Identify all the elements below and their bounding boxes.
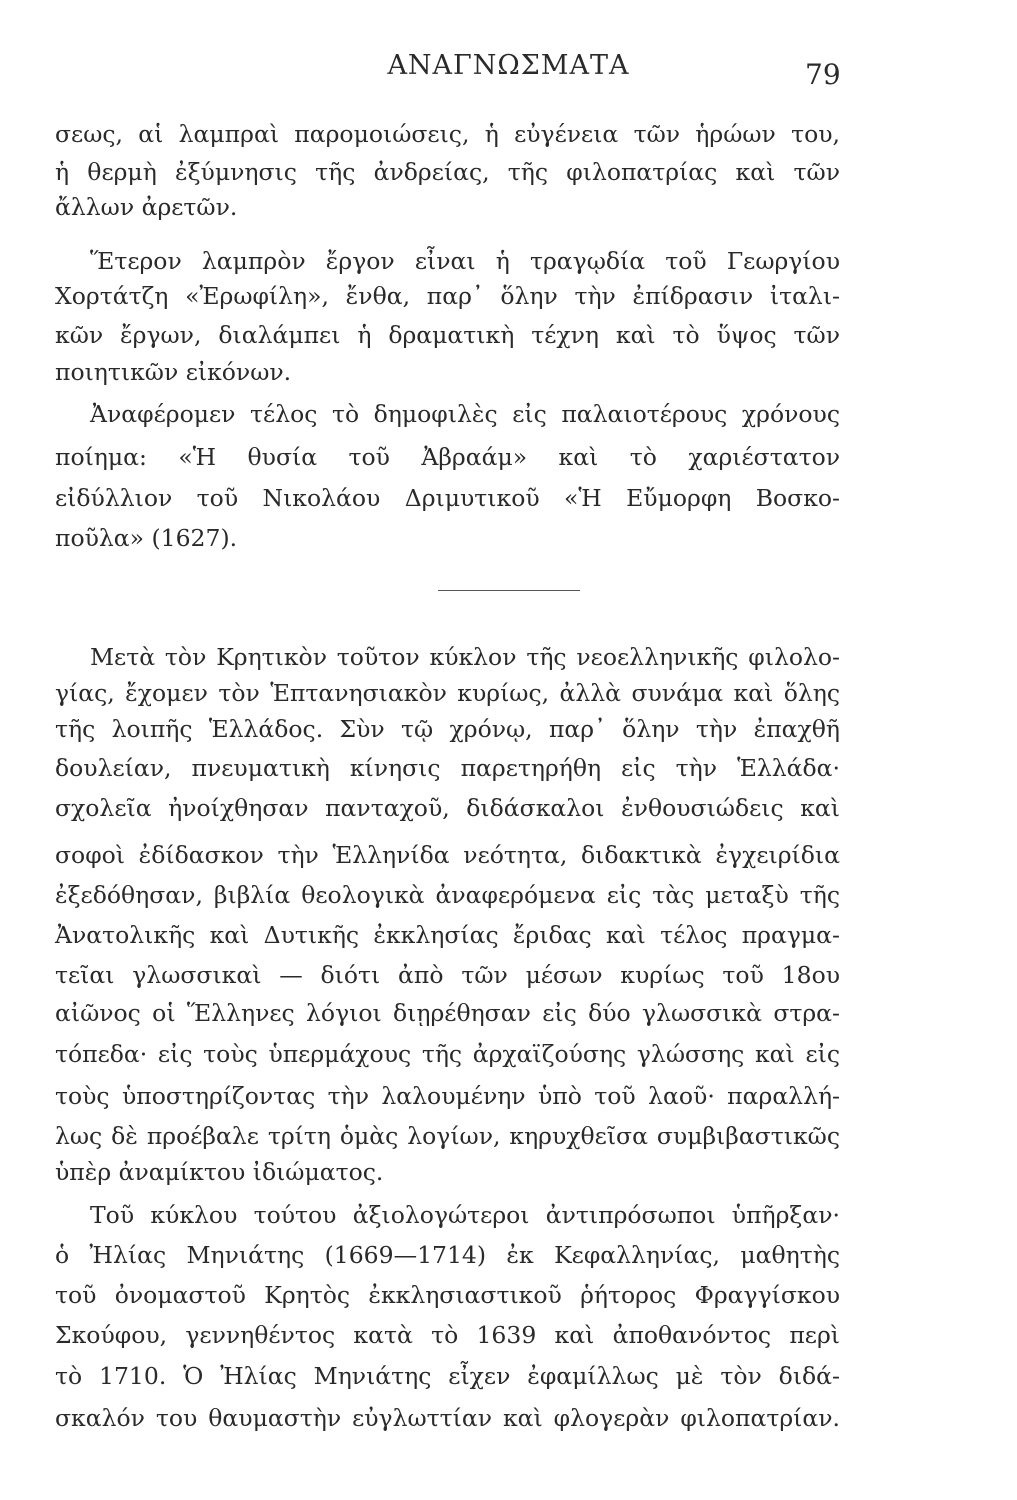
text-line: Τοῦ κύκλου τούτου ἀξιολογώτεροι ἀντιπρόσωποι ὑπῆρξαν· (90, 1201, 840, 1229)
text-line: τῆς λοιπῆς Ἑλλάδος. Σὺν τῷ χρόνῳ, παρ᾽ ὅλην τὴν ἐπαχθῆ (55, 715, 840, 743)
text-line: ὑπὲρ ἀναμίκτου ἰδιώματος. (55, 1158, 384, 1186)
text-line: δουλείαν, πνευματικὴ κίνησις παρετηρήθη εἰς τὴν Ἑλλάδα· (55, 754, 840, 782)
text-line: εἰδύλλιον τοῦ Νικολάου Δριμυτικοῦ «Ἡ Εὔμορφη Βοσκο- (55, 484, 840, 512)
text-line: αἰῶνος οἱ Ἕλληνες λόγιοι διῃρέθησαν εἰς δύο γλωσσικὰ στρα- (55, 999, 840, 1027)
text-line: γίας, ἔχομεν τὸν Ἑπτανησιακὸν κυρίως, ἀλλὰ συνάμα καὶ ὅλης (55, 679, 840, 707)
text-line: ἡ θερμὴ ἐξύμνησις τῆς ἀνδρείας, τῆς φιλοπατρίας καὶ τῶν (55, 158, 840, 186)
text-line: τόπεδα· εἰς τοὺς ὑπερμάχους τῆς ἀρχαϊζούσης γλώσσης καὶ εἰς (55, 1040, 840, 1068)
text-line: Σκούφου, γεννηθέντος κατὰ τὸ 1639 καὶ ἀποθανόντος περὶ (55, 1321, 840, 1349)
text-line: ὁ Ἠλίας Μηνιάτης (1669—1714) ἐκ Κεφαλληνίας, μαθητὴς (55, 1241, 840, 1269)
text-line: ἐξεδόθησαν, βιβλία θεολογικὰ ἀναφερόμενα εἰς τὰς μεταξὺ τῆς (55, 881, 840, 909)
section-divider (438, 590, 580, 591)
running-title: ΑΝΑΓΝΩΣΜΑΤΑ (387, 50, 630, 81)
text-line: τοῦ ὀνομαστοῦ Κρητὸς ἐκκλησιαστικοῦ ῥήτορος Φραγγίσκου (55, 1281, 840, 1309)
text-line: τοὺς ὑποστηρίζοντας τὴν λαλουμένην ὑπὸ τοῦ λαοῦ· παραλλή- (55, 1082, 840, 1110)
text-line: σκαλόν του θαυμαστὴν εὐγλωττίαν καὶ φλογερὰν φιλοπατρίαν. (55, 1404, 840, 1432)
text-line: Ἀναφέρομεν τέλος τὸ δημοφιλὲς εἰς παλαιοτέρους χρόνους (90, 400, 840, 428)
text-line: Ἀνατολικῆς καὶ Δυτικῆς ἐκκλησίας ἔριδας καὶ τέλος πραγμα- (55, 921, 840, 949)
text-line: λως δὲ προέβαλε τρίτη ὁμὰς λογίων, κηρυχθεῖσα συμβιβαστικῶς (55, 1122, 840, 1150)
text-line: τὸ 1710. Ὁ Ἠλίας Μηνιάτης εἶχεν ἐφαμίλλως μὲ τὸν διδά- (55, 1362, 840, 1390)
page-header (0, 44, 1017, 91)
text-line: ἄλλων ἀρετῶν. (55, 193, 238, 221)
page-number: 79 (805, 58, 841, 91)
text-line: κῶν ἔργων, διαλάμπει ἡ δραματικὴ τέχνη καὶ τὸ ὕψος τῶν (55, 321, 840, 349)
text-line: σοφοὶ ἐδίδασκον τὴν Ἑλληνίδα νεότητα, διδακτικὰ ἐγχειρίδια (55, 841, 840, 869)
text-line: ποῦλα» (1627). (55, 524, 238, 552)
text-line: ποίημα: «Ἡ θυσία τοῦ Ἀβραάμ» καὶ τὸ χαριέστατον (55, 443, 840, 471)
text-line: Μετὰ τὸν Κρητικὸν τοῦτον κύκλον τῆς νεοελληνικῆς φιλολο- (90, 643, 840, 671)
text-line: Χορτάτζη «Ἐρωφίλη», ἔνθα, παρ᾽ ὅλην τὴν ἐπίδρασιν ἰταλι- (55, 282, 840, 310)
text-line: τεῖαι γλωσσικαὶ — διότι ἀπὸ τῶν μέσων κυρίως τοῦ 18ου (55, 961, 840, 989)
text-line: σεως, αἱ λαμπραὶ παρομοιώσεις, ἡ εὐγένεια τῶν ἡρώων του, (55, 120, 840, 148)
text-line: ποιητικῶν εἰκόνων. (55, 358, 292, 386)
text-line: σχολεῖα ἠνοίχθησαν πανταχοῦ, διδάσκαλοι ἐνθουσιώδεις καὶ (55, 794, 840, 822)
text-line: Ἕτερον λαμπρὸν ἔργον εἶναι ἡ τραγῳδία τοῦ Γεωργίου (90, 247, 840, 275)
